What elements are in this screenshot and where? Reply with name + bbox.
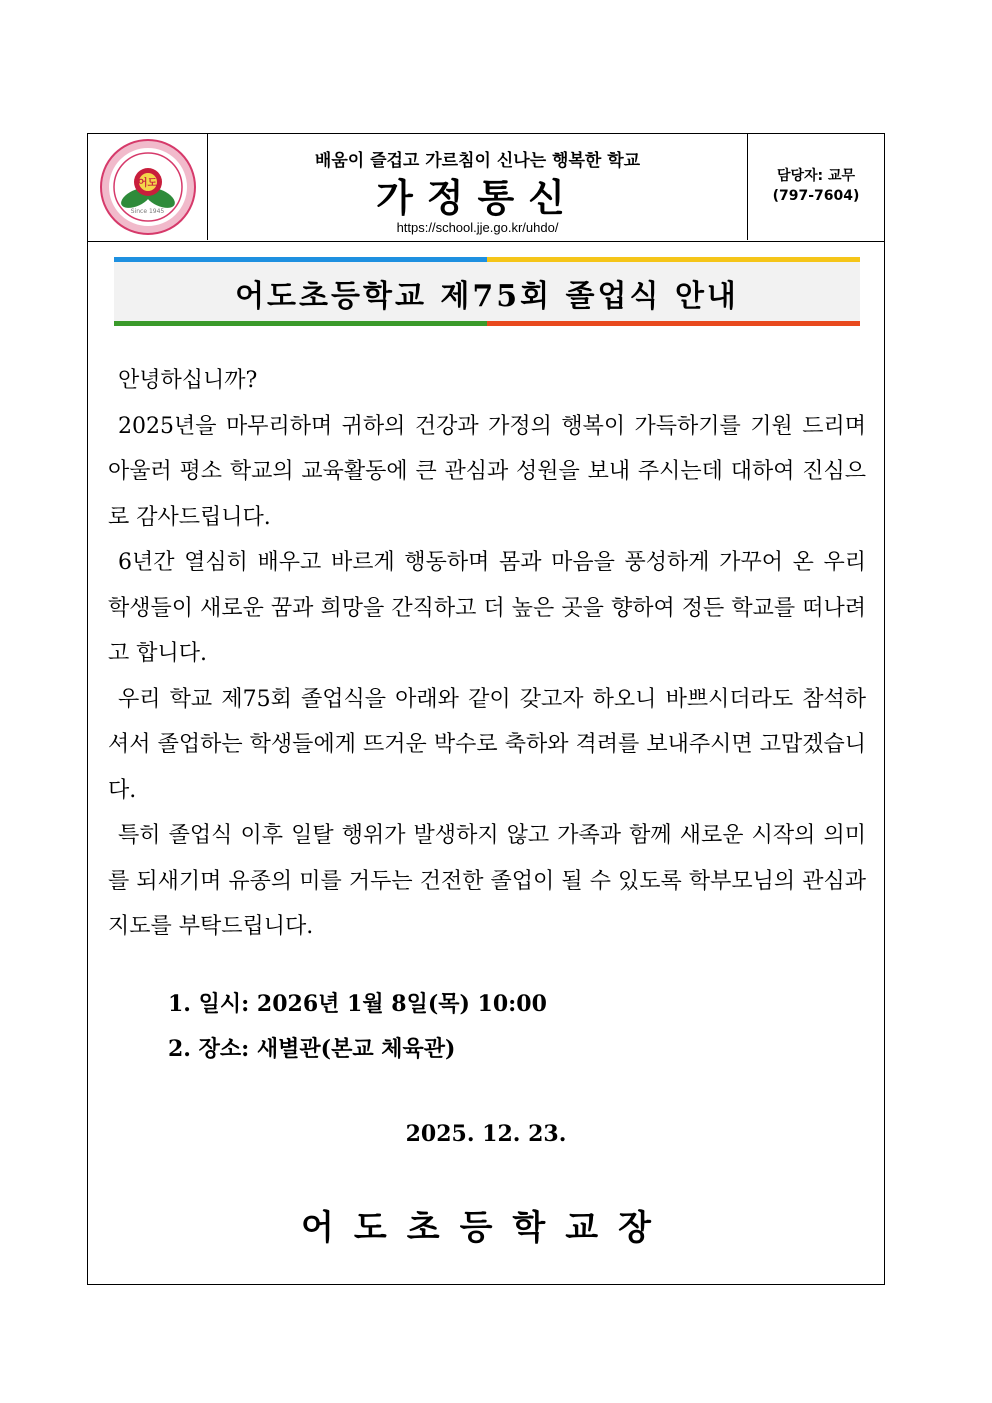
publication-cell (208, 134, 748, 240)
event-details (168, 982, 547, 1072)
event-datetime: 1. 일시: 2026년 1월 8일(목) 10:00 (168, 991, 547, 1017)
contact-phone: (797-7604) (772, 188, 860, 204)
header-table (88, 134, 884, 242)
paragraph: 특히 졸업식 이후 일탈 행위가 발생하지 않고 가족과 함께 새로운 시작의 의미를 되새기며 유종의 미를 거두는 건전한 졸업이 될 수 있도록 학부모님의 관심과 지도를 부탁드립니다. (108, 823, 866, 939)
paragraph: 2025년을 마무리하며 귀하의 건강과 가정의 행복이 가득하기를 기원 드리며 아울러 평소 학교의 교육활동에 큰 관심과 성원을 보내 주시는데 대하여 진심으로 감사드립니다. (108, 413, 866, 530)
document-frame (87, 133, 885, 1285)
logo-since-text: Since 1945 (130, 208, 165, 215)
event-location: 2. 장소: 새별관(본교 체육관) (168, 1036, 456, 1062)
logo-center-text: 어도 (137, 178, 158, 189)
logo-cell (88, 134, 208, 240)
signer: 어도초등학교장 (301, 1208, 671, 1248)
contact-cell (748, 134, 884, 240)
publication-title: 가정통신 (376, 176, 579, 220)
paragraph: 6년간 열심히 배우고 바르게 행동하며 몸과 마음을 풍성하게 가꾸어 온 우리 학생들이 새로운 꿈과 희망을 간직하고 더 높은 곳을 향하여 정든 학교를 떠나려고 합니다. (108, 550, 866, 666)
banner-bar-bottom-left (114, 321, 487, 326)
notice-title: 어도초등학교 제75회 졸업식 안내 (235, 279, 739, 314)
banner-bar-top-right (487, 257, 860, 262)
contact-info (748, 166, 884, 206)
issue-date: 2025. 12. 23. (405, 1121, 567, 1147)
title-banner (114, 257, 860, 326)
school-url-link[interactable]: https://school.jje.go.kr/uhdo/ (396, 220, 559, 235)
notice-body (108, 358, 866, 950)
contact-label: 담당자: 교무 (776, 168, 856, 184)
school-slogan: 배움이 즐겁고 가르침이 신나는 행복한 학교 (314, 151, 641, 171)
banner-bar-bottom-right (487, 321, 860, 326)
paragraph: 우리 학교 제75회 졸업식을 아래와 같이 갖고자 하오니 바쁘시더라도 참석하셔서 졸업하는 학생들에게 뜨거운 박수로 축하와 격려를 보내주시면 고맙겠습니다. (108, 686, 866, 803)
greeting: 안녕하십니까? (118, 368, 258, 393)
banner-bar-top-left (114, 257, 487, 262)
